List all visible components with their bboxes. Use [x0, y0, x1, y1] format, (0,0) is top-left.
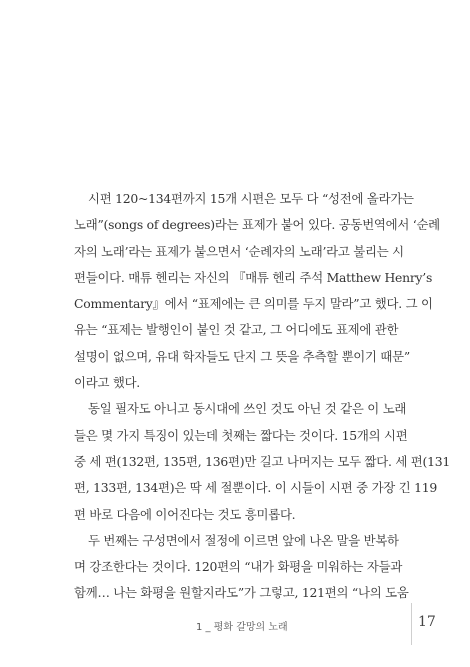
paragraph-2	[74, 396, 450, 527]
text-line: 함께… 나는 화평을 원할지라도”가 그렇고, 121편의 “나의 도움	[74, 585, 409, 601]
text-line: 자의 노래’라는 표제가 붙으면서 ‘순례자의 노래’라고 불리는 시	[74, 243, 404, 259]
paragraph-1	[74, 186, 440, 396]
paragraph-3	[74, 528, 409, 607]
text-line: 이라고 했다.	[74, 375, 140, 391]
running-footer-chapter: 1 _ 평화 갈망의 노래	[196, 622, 288, 633]
text-line: 편 바로 다음에 이어진다는 것도 흥미롭다.	[74, 506, 296, 522]
text-line: Commentary』에서 “표제에는 큰 의미를 두지 말라”고 했다. 그 이	[74, 296, 433, 312]
text-line: 시편 120~134편까지 15개 시편은 모두 다 “성전에 올라가는	[88, 191, 414, 206]
footer-divider	[411, 603, 412, 645]
body-text	[74, 186, 450, 607]
text-line: 두 번째는 구성면에서 절정에 이르면 앞에 나온 말을 반복하	[88, 532, 399, 548]
text-line: 편들이다. 매튜 헨리는 자신의 『매튜 헨리 주석 Matthew Henry’s	[74, 269, 433, 285]
text-line: 중 세 편(132편, 135편, 136편)만 길고 나머지는 모두 짧다. 세 편(131	[74, 453, 450, 469]
text-line: 들은 몇 가지 특징이 있는데 첫째는 짧다는 것이다. 15개의 시편	[74, 427, 408, 443]
text-line: 동일 필자도 아니고 동시대에 쓰인 것도 아닌 것 같은 이 노래	[88, 401, 407, 417]
text-line: 노래”(songs of degrees)라는 표제가 붙어 있다. 공동번역에서 ‘순례	[74, 217, 440, 233]
text-line: 며 강조한다는 것이다. 120편의 “내가 화평을 미워하는 자들과	[74, 559, 403, 575]
page-number: 17	[418, 614, 436, 630]
text-line: 편, 133편, 134편)은 딱 세 절뿐이다. 이 시들이 시편 중 가장 긴 119	[74, 480, 437, 496]
text-line: 설명이 없으며, 유대 학자들도 단지 그 뜻을 추측할 뿐이기 때문”	[74, 348, 410, 364]
text-line: 유는 “표제는 발행인이 붙인 것 같고, 그 어디에도 표제에 관한	[74, 322, 399, 338]
